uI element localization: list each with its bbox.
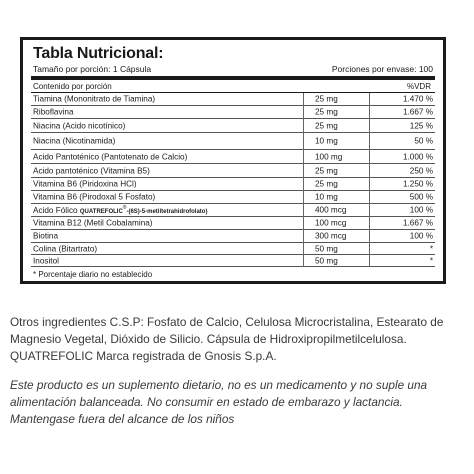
nutrient-row [31,106,435,119]
nutrition-table [31,92,435,267]
nutrient-vdr: 250 % [409,166,433,175]
nutrient-amount: 25 mg [315,94,338,104]
nutrient-amount: 300 mcg [315,231,347,241]
nutrient-row [31,191,435,204]
nutrient-name-text: Tiamina (Mononitrato de Tiamina) [33,94,156,104]
nutrient-vdr: 100 % [409,231,433,241]
nutrient-name-text: Niacina (Acido nicotínico) [33,121,126,130]
nutrient-vdr: 100 % [409,205,433,215]
nutrient-name-text: Acido Pantoténico (Pantotenato de Calcio) [33,152,188,161]
nutrient-row [31,178,435,191]
nutrient-name-text: Niacina (Nicotinamida) [33,136,116,146]
content-header: Contenido por porción [33,82,112,91]
nutrient-name [33,193,155,202]
nutrient-vdr: 1.000 % [402,152,433,161]
disclaimer-text: Este producto es un suplemento dietario, no es un medicamento y no suple una alimentación balanceada. No consumir en estado de embarazo y lactancia. Mantengase fuera del alcance de los niños [10,378,428,426]
footnote: * Porcentaje diario no establecido [33,270,153,279]
panel-title: Tabla Nutricional: [33,45,164,62]
nutrient-row [31,150,435,164]
nutrient-name [33,166,150,175]
nutrient-amount: 25 mg [315,179,338,189]
other-ingredients-text: Otros ingredientes C.S.P: Fosfato de Calcio, Celulosa Microcristalina, Estearato de Magnesio Vegetal, Dióxido de Silicio. Cápsula de Hidroxipropilmetilcelulosa. QUATREFOLIC Marca registrada de Gnosis S.p.A. [10,315,444,363]
servings-per-container: Porciones por envase: 100 [331,64,433,74]
nutrient-row [31,217,435,230]
brand-name-text: QUATREFOLIC [79,208,123,215]
nutrient-name [33,152,187,161]
vdr-header: %VDR [406,82,431,91]
nutrient-name-text: Acido Fólico [33,205,78,215]
nutrient-amount: 25 mg [315,166,338,175]
nutrient-amount: 10 mg [315,192,338,202]
nutrient-amount: 400 mcg [315,205,347,215]
nutrient-name [33,232,58,241]
brand-name-tail-text: -(6S)-5-metiltetrahidrofolato) [126,208,208,215]
nutrient-vdr: * [429,256,433,265]
nutrient-amount: 25 mg [315,121,338,130]
nutrient-vdr: 1.667 % [402,107,433,117]
nutrient-row [31,119,435,133]
nutrient-name-text: Riboflavina [33,107,74,117]
registered-mark: ® [122,205,127,212]
column-divider-amount [303,93,304,267]
nutrition-facts-panel [20,37,446,284]
nutrient-name-text: Biotina [33,231,59,241]
nutrient-name-text: Inositol [33,256,59,265]
nutrient-vdr: * [429,244,433,253]
nutrient-name-text: Vitamina B6 (Pirodoxal 5 Fosfato) [33,192,156,202]
table-header [33,82,433,91]
nutrient-name [33,180,137,189]
nutrient-name [33,108,74,117]
nutrient-row [31,255,435,267]
nutrient-vdr: 1.250 % [402,179,433,189]
nutrient-row [31,243,435,255]
nutrient-name [33,256,59,265]
nutrient-vdr: 50 % [414,136,433,146]
nutrient-name [33,205,207,215]
nutrient-vdr: 500 % [409,192,433,202]
nutrient-vdr: 1.667 % [402,218,433,228]
nutrient-name-text: Vitamina B6 (Piridoxina HCl) [33,179,137,189]
serving-size: Tamaño por porción: 1 Cápsula [33,64,152,74]
nutrient-name [33,95,155,104]
nutrient-name [33,219,153,228]
nutrient-amount: 100 mg [315,152,343,161]
nutrient-amount: 100 mcg [315,218,347,228]
column-divider-vdr [369,93,370,267]
nutrient-name [33,121,125,130]
nutrient-row [31,164,435,178]
nutrient-name-text: Vitamina B12 (Metil Cobalamina) [33,218,153,228]
nutrient-amount: 50 mg [315,244,338,253]
nutrient-name [33,137,115,146]
nutrient-row [31,93,435,106]
thick-divider [31,76,435,80]
nutrient-amount: 10 mg [315,136,338,146]
nutrient-row [31,133,435,150]
nutrient-row [31,230,435,243]
nutrient-amount: 50 mg [315,256,338,265]
nutrient-name [33,244,97,253]
nutrient-name-text: Colina (Bitartrato) [33,244,98,253]
nutrient-vdr: 125 % [409,121,433,130]
nutrient-name-text: Acido pantoténico (Vitamina B5) [33,166,150,175]
serving-info [33,64,433,74]
nutrient-row [31,204,435,217]
nutrient-vdr: 1.470 % [402,94,433,104]
nutrient-amount: 25 mg [315,107,338,117]
